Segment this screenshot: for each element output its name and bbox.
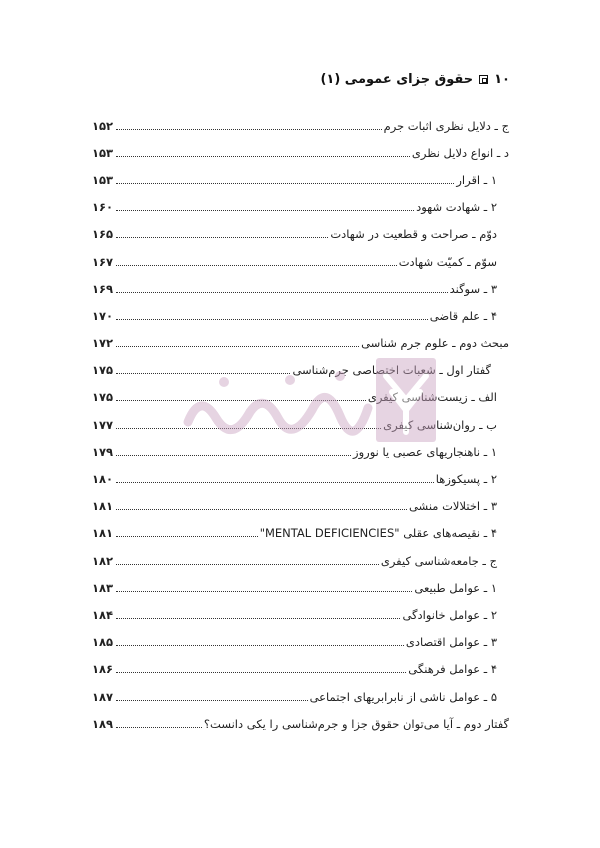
toc-row [92, 330, 509, 357]
toc-entry-title: ۳ ـ عوامل اقتصادی [405, 635, 497, 650]
toc-row [92, 656, 509, 683]
toc-entry-title: ب ـ روان‌شناسی کیفری [383, 417, 497, 432]
toc-entry-title: مبحث دوم ـ علوم جرم شناسی [361, 336, 509, 351]
dot-leader [116, 726, 202, 728]
toc-row [92, 683, 509, 710]
toc-row [92, 547, 509, 574]
dot-leader [116, 617, 400, 619]
toc-entry-page: ۱۷۰ [92, 308, 114, 323]
toc-row [92, 629, 509, 656]
toc-row [92, 520, 509, 547]
square-ornament-icon [479, 75, 488, 84]
toc-row [92, 112, 509, 139]
toc-row [92, 384, 509, 411]
toc-row [92, 601, 509, 628]
dot-leader [116, 155, 410, 157]
dot-leader [116, 291, 448, 293]
dot-leader [116, 236, 328, 238]
toc-entry-title: الف ـ زیست‌شناسی کیفری [367, 390, 497, 405]
toc-entry-title: ۳ ـ اختلالات منشی [408, 499, 497, 514]
running-header [320, 72, 510, 87]
toc-entry-title: ۳ ـ سوگند [449, 281, 497, 296]
dot-leader [116, 264, 397, 266]
toc-entry-title: ۱ ـ اقرار [456, 172, 497, 187]
dot-leader [116, 318, 428, 320]
toc-entry-page: ۱۸۱ [92, 499, 114, 514]
toc-row [92, 166, 509, 193]
dot-leader [116, 182, 454, 184]
toc-entry-page: ۱۶۷ [92, 254, 114, 269]
dot-leader [116, 399, 366, 401]
dot-leader [116, 345, 359, 347]
toc-row [92, 465, 509, 492]
dot-leader [116, 535, 258, 537]
dot-leader [116, 454, 351, 456]
toc-entry-title: ۲ ـ عوامل خانوادگی [402, 607, 497, 622]
toc-entry-page: ۱۸۲ [92, 553, 114, 568]
toc-entry-title: د ـ انواع دلایل نظری [411, 145, 509, 160]
toc-entry-title: ج ـ دلایل نظری اثبات جرم [383, 118, 509, 133]
toc-entry-title: گفتار دوم ـ آیا می‌توان حقوق جزا و جرم‌شناسی را یکی دانست؟ [203, 716, 509, 731]
toc-row [92, 275, 509, 302]
toc-entry-title: ۴ ـ علم قاضی [429, 308, 497, 323]
toc-entry-page: ۱۸۹ [92, 716, 114, 731]
toc-entry-title: ۴ ـ نقیصه‌های عقلی "MENTAL DEFICIENCIES" [259, 526, 497, 541]
toc-row [92, 438, 509, 465]
toc-entry-page: ۱۷۵ [92, 363, 114, 378]
dot-leader [116, 563, 379, 565]
toc-row [92, 139, 509, 166]
toc-row [92, 357, 509, 384]
toc-entry-title: ۲ ـ پسیکوزها [435, 472, 497, 487]
toc-entry-page: ۱۸۴ [92, 607, 114, 622]
toc-entry-title: ۲ ـ شهادت شهود [416, 200, 497, 215]
toc-entry-page: ۱۶۰ [92, 200, 114, 215]
toc-entry-title: ۴ ـ عوامل فرهنگی [408, 662, 497, 677]
table-of-contents [92, 112, 509, 737]
toc-entry-page: ۱۸۶ [92, 662, 114, 677]
dot-leader [116, 699, 308, 701]
toc-entry-page: ۱۷۷ [92, 417, 114, 432]
toc-entry-title: ج ـ جامعه‌شناسی کیفری [380, 553, 497, 568]
toc-entry-page: ۱۸۱ [92, 526, 114, 541]
dot-leader [116, 671, 406, 673]
toc-entry-title: سوّم ـ کمیّت شهادت [398, 254, 497, 269]
toc-entry-page: ۱۵۳ [92, 172, 114, 187]
toc-row [92, 194, 509, 221]
toc-entry-page: ۱۸۳ [92, 580, 114, 595]
toc-row [92, 574, 509, 601]
toc-row [92, 411, 509, 438]
dot-leader [116, 590, 412, 592]
dot-leader [116, 372, 290, 374]
toc-entry-page: ۱۷۵ [92, 390, 114, 405]
dot-leader [116, 481, 434, 483]
toc-entry-page: ۱۷۹ [92, 444, 114, 459]
toc-row [92, 221, 509, 248]
toc-entry-title: دوّم ـ صراحت و قطعیت در شهادت [330, 227, 497, 242]
toc-entry-title: ۵ ـ عوامل ناشی از نابرابریهای اجتماعی [309, 689, 497, 704]
toc-row [92, 248, 509, 275]
toc-entry-page: ۱۵۳ [92, 145, 114, 160]
toc-entry-title: ۱ ـ ناهنجاریهای عصبی یا نوروز [353, 444, 497, 459]
dot-leader [116, 427, 381, 429]
toc-entry-page: ۱۶۹ [92, 281, 114, 296]
toc-entry-page: ۱۸۵ [92, 635, 114, 650]
toc-entry-page: ۱۵۲ [92, 118, 114, 133]
toc-entry-page: ۱۶۵ [92, 227, 114, 242]
toc-row [92, 493, 509, 520]
toc-row [92, 710, 509, 737]
toc-entry-page: ۱۷۲ [92, 336, 114, 351]
toc-entry-page: ۱۸۰ [92, 472, 114, 487]
toc-row [92, 302, 509, 329]
toc-entry-page: ۱۸۷ [92, 689, 114, 704]
dot-leader [116, 644, 404, 646]
book-title: حقوق جزای عمومی (۱) [320, 72, 474, 87]
page-number: ۱۰ [494, 72, 510, 87]
toc-entry-title: ۱ ـ عوامل طبیعی [414, 580, 497, 595]
dot-leader [116, 128, 382, 130]
dot-leader [116, 209, 414, 211]
dot-leader [116, 508, 407, 510]
toc-entry-title: گفتار اول ـ شعبات اختصاصی جرم‌شناسی [292, 363, 491, 378]
